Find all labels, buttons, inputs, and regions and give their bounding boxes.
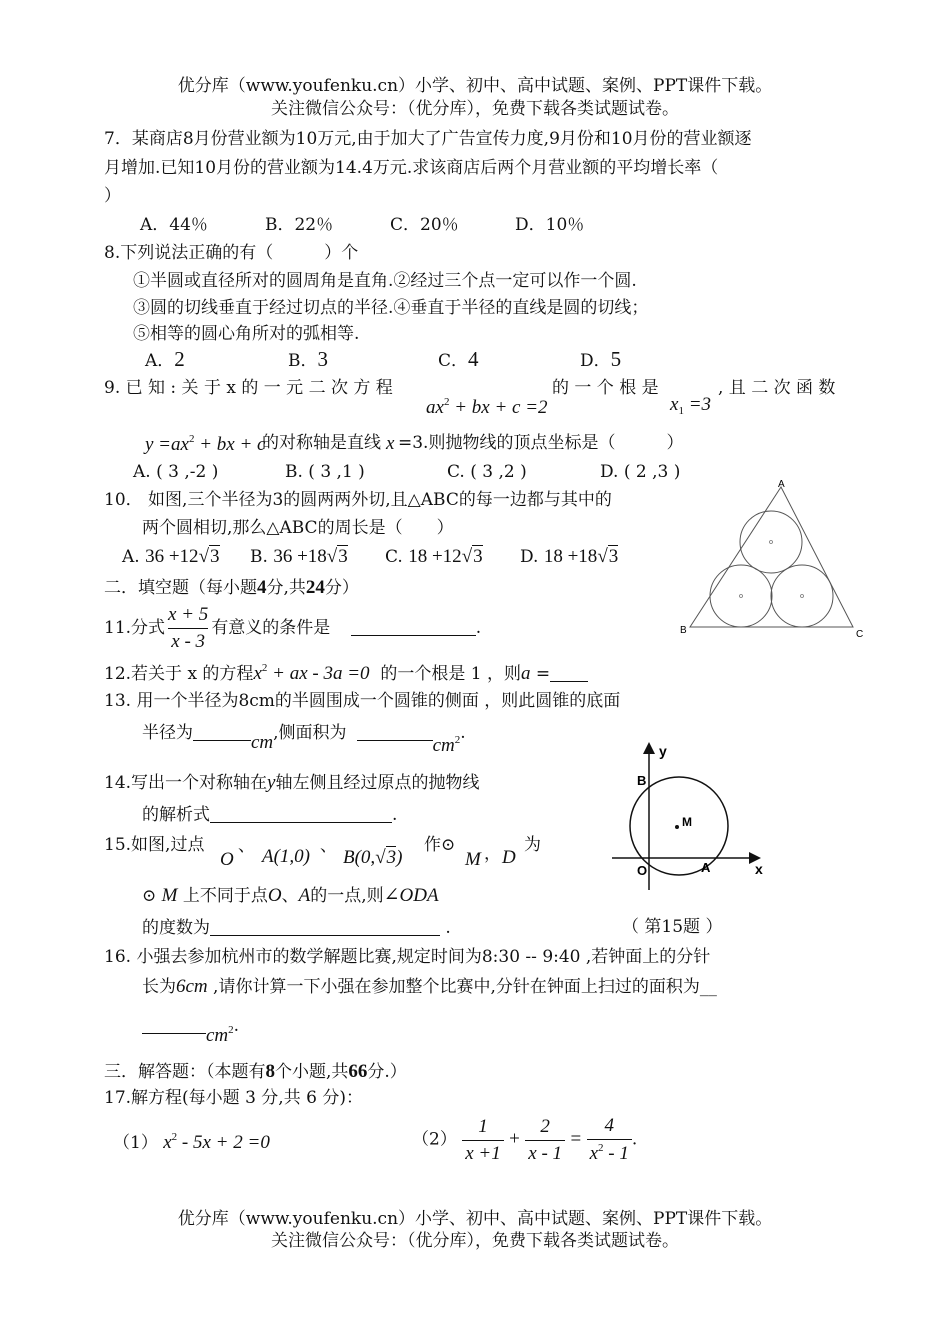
q8-option-d xyxy=(580,349,621,370)
q15-point-o: O xyxy=(220,849,234,870)
q8-option-c-value: 4 xyxy=(468,347,479,371)
q8-option-d-value: 5 xyxy=(610,347,622,371)
q8-statement-2: ③圆的切线垂直于经过切点的半径.④垂直于半径的直线是圆的切线； xyxy=(133,298,649,318)
q15-point-b: B(0,√3) xyxy=(343,847,403,868)
q10-line-2: 两个圆相切,那么△ABC的周长是（ ） xyxy=(142,518,454,538)
q10-option-c-value: 18 +12√3 xyxy=(408,546,483,567)
q10-option-b xyxy=(250,547,348,566)
q8-option-c-label: C． xyxy=(438,351,469,371)
q15-sep-1: 、 xyxy=(238,836,255,856)
q12-line: 12.若关于 x 的方程$x^2$ + ax - 3a =0 的一个根是 1 ，则a = xyxy=(104,663,588,683)
q16-line-2: 长为6cm ,请你计算一下小强在参加整个比赛中,分针在钟面上扫过的面积为__ xyxy=(142,976,717,997)
footer-line-2: 关注微信公众号：（优分库），免费下载各类试题试卷。 xyxy=(271,1231,679,1251)
q9-option-c: C. ( 3 ,2 ) xyxy=(447,462,527,482)
q17-fraction-2: $\frac{2}{x - 1}$ xyxy=(525,1116,565,1165)
center-top xyxy=(770,541,773,544)
q17-stem: 17.解方程(每小题 3 分,共 6 分)： xyxy=(104,1088,363,1108)
q8-statement-3: ⑤相等的圆心角所对的弧相等. xyxy=(133,324,360,344)
center-m xyxy=(675,825,679,829)
q15-comma: ， xyxy=(484,844,501,864)
q17-part-1: （1） $x^2 - 5x + 2 =0$ xyxy=(113,1131,270,1153)
circle-top xyxy=(740,511,802,573)
q8-option-d-label: D． xyxy=(580,351,611,371)
triangle-abc xyxy=(690,487,853,627)
q9-option-d: D. ( 2 ,3 ) xyxy=(600,462,681,482)
q15-answer-blank[interactable] xyxy=(210,919,440,936)
q10-option-b-value: 36 +18√3 xyxy=(273,546,348,567)
label-x: x xyxy=(755,861,763,877)
q7-option-b: B．22％ xyxy=(265,215,334,235)
footer-line-1: 优分库（www.youfenku.cn）小学、初中、高中试题、案例、PPT课件下载。 xyxy=(177,1209,773,1229)
q9-mid: 的 一 个 根 是 xyxy=(552,378,659,398)
q15-zuo: 作⊙ xyxy=(424,835,456,855)
q11-answer-blank[interactable] xyxy=(351,619,476,636)
q10-triangle-figure xyxy=(675,475,875,645)
circle-right xyxy=(771,565,833,627)
q9-pre: 9. 已 知 : 关 于 x 的 一 元 二 次 方 程 xyxy=(104,378,393,398)
label-c: C xyxy=(856,629,864,640)
q8-option-a xyxy=(145,349,185,370)
q9-option-a: A. ( 3 ,-2 ) xyxy=(133,462,219,482)
q10-option-a-label: A. xyxy=(122,547,140,567)
q17-part-2: （2） $\frac{1}{x +1}$ + $\frac{2}{x - 1}$ = $\frac{4}{x^2 - 1}$ . xyxy=(412,1115,638,1164)
circle-left xyxy=(710,565,772,627)
q9-option-b: B. ( 3 ,1 ) xyxy=(285,462,365,482)
q10-option-d-value: 18 +18√3 xyxy=(543,546,619,567)
q10-option-d-label: D. xyxy=(520,547,539,567)
q8-option-b-value: 3 xyxy=(317,347,328,371)
q9-line2-mid: 的对称轴是直线 xyxy=(262,433,381,453)
q17-equation-1: $x^2 - 5x + 2 =0$ xyxy=(163,1131,270,1153)
q8-option-b-label: B． xyxy=(288,351,318,371)
label-o: O xyxy=(637,863,648,878)
q15-pre: 15.如图,过点 xyxy=(104,835,205,855)
q15-d: D xyxy=(502,847,516,868)
q13-radius-blank[interactable] xyxy=(193,724,251,741)
q9-post: , 且 二 次 函 数 xyxy=(718,378,836,398)
q9-function: $y =ax^2$ + bx + c xyxy=(145,433,266,455)
q8-option-b xyxy=(288,349,328,370)
label-b: B xyxy=(680,625,687,636)
q11-line: 11.分式 $\frac{x + 5}{x - 3}$ 有意义的条件是 . xyxy=(104,604,482,652)
q10-option-d xyxy=(520,547,618,566)
q8-statement-1: ①半圆或直径所对的圆周角是直角.②经过三个点一定可以作一个圆. xyxy=(133,271,637,291)
q10-line-1: 10． 如图,三个半径为3的圆两两外切,且△ABC的每一边都与其中的 xyxy=(104,490,612,510)
label-m: M xyxy=(682,815,692,829)
q14-answer-blank[interactable] xyxy=(210,806,392,823)
label-a: A xyxy=(778,479,785,490)
q10-option-b-label: B. xyxy=(250,547,268,567)
q14-line-2: 的解析式 . xyxy=(142,805,398,825)
q8-option-c xyxy=(438,349,479,370)
q15-m: M xyxy=(465,849,481,870)
q9-equation: $ax^2$ + bx + c =2 xyxy=(426,396,548,418)
q13-line-2: 半径为 cm,侧面积为$cm^2$. xyxy=(142,723,466,756)
label-b: B xyxy=(637,773,647,788)
label-y: y xyxy=(659,743,667,759)
q7-line-1: 7．某商店8月份营业额为10万元,由于加大了广告宣传力度,9月份和10月份的营业额逐 xyxy=(104,129,752,149)
q17-fraction-3: $\frac{4}{x^2 - 1}$ xyxy=(587,1115,632,1165)
q7-option-c: C．20％ xyxy=(390,215,459,235)
q15-line-2: ⊙ M 上不同于点O、A的一点,则∠ODA xyxy=(142,885,439,906)
section-2-heading: 二．填空题（每小题4分,共24分） xyxy=(104,577,359,598)
q15-point-a: A(1,0) xyxy=(262,846,311,867)
q9-root: $x_1 =3$ xyxy=(670,394,712,417)
q7-option-a: A．44％ xyxy=(140,215,208,235)
q15-line-3: 的度数为 . xyxy=(142,918,451,938)
q12-equation: $x^2$ + ax - 3a =0 xyxy=(253,662,370,684)
q8-option-a-value: 2 xyxy=(174,347,185,371)
q8-stem: 8.下列说法正确的有（ ）个 xyxy=(104,243,359,263)
center-left xyxy=(740,595,743,598)
q10-option-c-label: C. xyxy=(385,547,403,567)
circle-m xyxy=(630,777,728,875)
q15-wei: 为 xyxy=(524,835,541,855)
q13-area-blank[interactable] xyxy=(357,724,433,741)
q11-fraction: $\frac{x + 5}{x - 3}$ xyxy=(168,604,209,652)
header-line-1: 优分库（www.youfenku.cn）小学、初中、高中试题、案例、PPT课件下载。 xyxy=(177,76,773,96)
q9-axis-var: x xyxy=(386,433,395,454)
q16-answer-blank[interactable] xyxy=(142,1017,206,1034)
q7-option-d: D．10％ xyxy=(515,215,585,235)
q15-sep-2: 、 xyxy=(320,836,337,856)
q13-line-1: 13. 用一个半径为8cm的半圆围成一个圆锥的侧面 ，则此圆锥的底面 xyxy=(104,691,621,711)
q10-option-c xyxy=(385,547,483,566)
q17-fraction-1: $\frac{1}{x +1}$ xyxy=(462,1116,504,1165)
header-line-2: 关注微信公众号：（优分库），免费下载各类试题试卷。 xyxy=(271,99,679,119)
q9-line2-post: =3.则抛物线的顶点坐标是（ ） xyxy=(398,433,684,453)
q12-answer-blank[interactable] xyxy=(550,665,588,682)
q16-line-1: 16. 小强去参加杭州市的数学解题比赛,规定时间为8:30 -- 9:40 ,若钟面上的分针 xyxy=(104,947,711,967)
label-a: A xyxy=(701,860,711,875)
q16-line-3: $cm^2$. xyxy=(142,1015,239,1035)
section-3-heading: 三．解答题：（本题有8个小题,共66分.） xyxy=(104,1061,407,1082)
q7-line-3: ） xyxy=(104,186,121,206)
center-right xyxy=(801,595,804,598)
q15-caption: （ 第15题 ） xyxy=(622,917,723,937)
q7-line-2: 月增加.已知10月份的营业额为14.4万元.求该商店后两个月营业额的平均增长率（ xyxy=(104,158,719,178)
q15-circle-figure xyxy=(605,738,775,898)
q10-option-a xyxy=(122,547,220,566)
q10-option-a-value: 36 +12√3 xyxy=(145,546,220,567)
q14-line-1: 14.写出一个对称轴在y轴左侧且经过原点的抛物线 xyxy=(104,772,480,793)
q8-option-a-label: A． xyxy=(145,351,175,371)
